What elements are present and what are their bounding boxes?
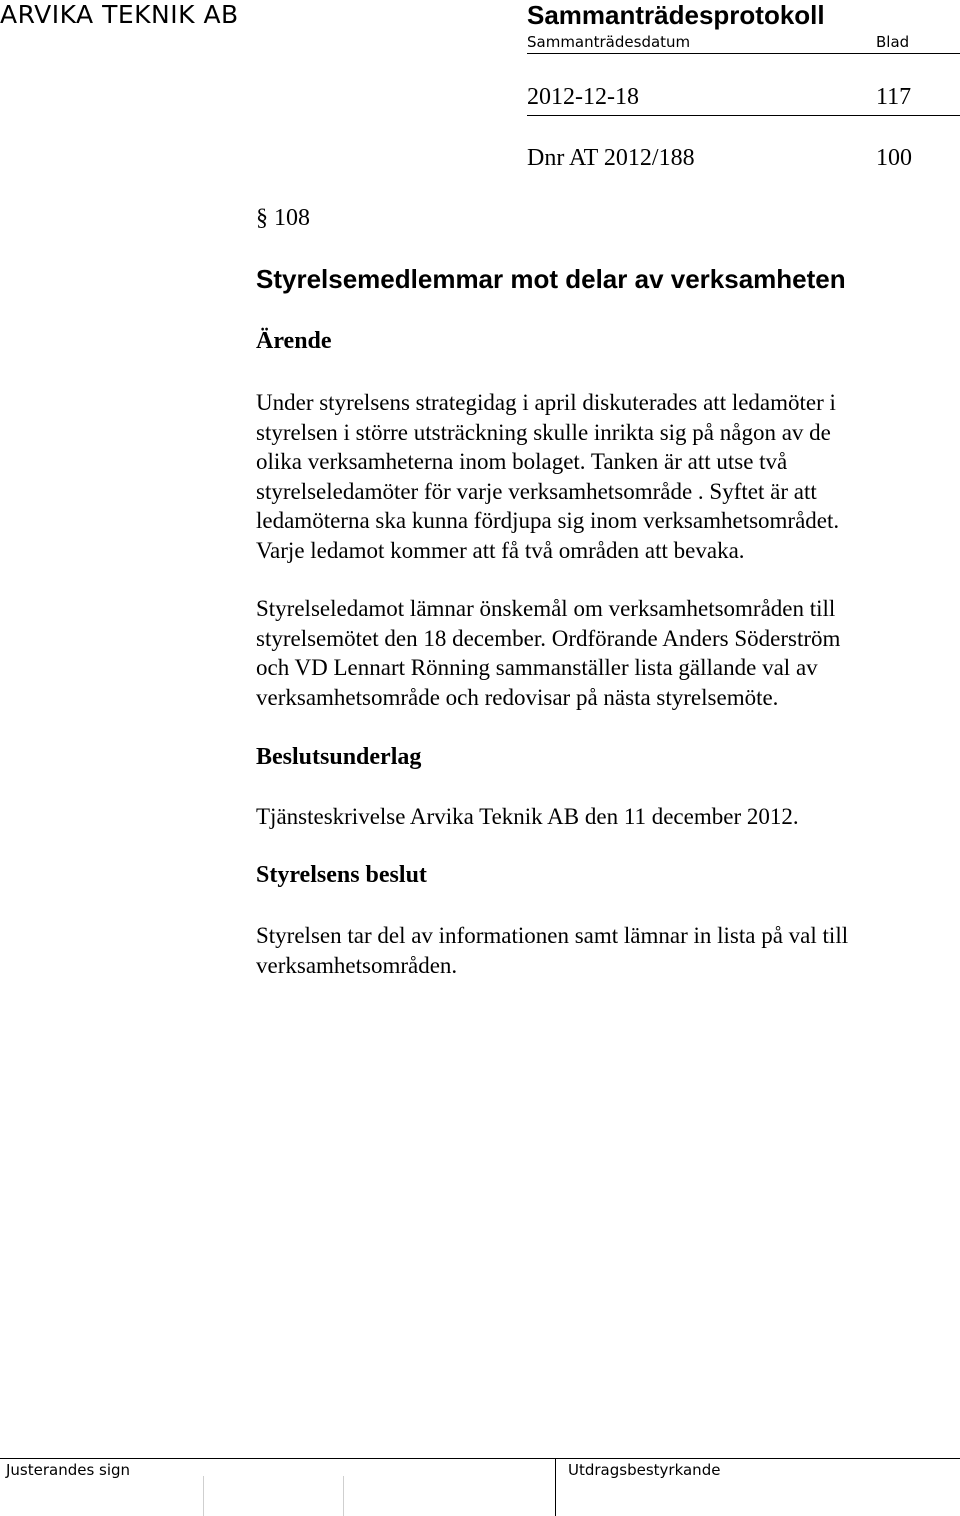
text-line: styrelseledamöter för varje verksamhetsområde . Syftet är att — [256, 478, 817, 504]
text-line: ledamöterna ska kunna fördjupa sig inom verksamhetsområdet. — [256, 508, 840, 533]
beslut-heading: Styrelsens beslut — [256, 862, 427, 888]
signature-box-divider — [343, 1476, 344, 1516]
text-line: styrelsen i större utsträckning skulle inrikta sig på någon av de — [256, 419, 831, 445]
text-line: Varje ledamot kommer att få två områden att bevaka. — [256, 537, 745, 563]
meeting-date: 2012-12-18 — [527, 84, 639, 110]
diary-number: Dnr AT 2012/188 — [527, 145, 695, 171]
document-title: Sammanträdesprotokoll — [527, 0, 825, 30]
text-line: Tjänsteskrivelse Arvika Teknik AB den 11 december 2012. — [256, 804, 799, 829]
date-label: Sammanträdesdatum — [527, 33, 691, 51]
text-line: styrelsemötet den 18 december. Ordförande Anders Söderström — [256, 625, 841, 651]
beslut-text — [256, 921, 936, 980]
page-label: Blad — [876, 33, 910, 51]
beslutsunderlag-text — [256, 802, 936, 832]
arende-paragraph-1 — [256, 388, 936, 565]
justerandes-sign-label: Justerandes sign — [6, 1461, 131, 1479]
text-line: Styrelsen tar del av informationen samt lämnar in lista på val till — [256, 923, 849, 948]
beslutsunderlag-heading: Beslutsunderlag — [256, 744, 422, 770]
text-line: verksamhetsområden. — [256, 952, 458, 978]
text-line: Under styrelsens strategidag i april diskuterades att ledamöter i — [256, 390, 836, 415]
text-line: verksamhetsområde och redovisar på nästa styrelsemöte. — [256, 684, 779, 710]
page-number: 117 — [876, 84, 912, 110]
arende-heading: Ärende — [256, 328, 332, 354]
header-divider — [527, 53, 960, 54]
utdragsbestyrkande-label: Utdragsbestyrkande — [568, 1461, 721, 1479]
diary-number-ref: 100 — [876, 145, 912, 171]
text-line: olika verksamheterna inom bolaget. Tanken är att utse två — [256, 449, 788, 474]
section-title: Styrelsemedlemmar mot delar av verksamheten — [256, 264, 846, 294]
footer-divider — [0, 1458, 960, 1459]
signature-box-divider — [203, 1476, 204, 1516]
header-divider-2 — [527, 115, 960, 116]
paragraph-number: § 108 — [256, 205, 310, 231]
company-name: ARVIKA TEKNIK AB — [0, 0, 239, 29]
arende-paragraph-2 — [256, 594, 936, 712]
text-line: Styrelseledamot lämnar önskemål om verksamhetsområden till — [256, 596, 836, 621]
footer-vertical-divider — [555, 1458, 556, 1516]
text-line: och VD Lennart Rönning sammanställer lista gällande val av — [256, 655, 818, 680]
